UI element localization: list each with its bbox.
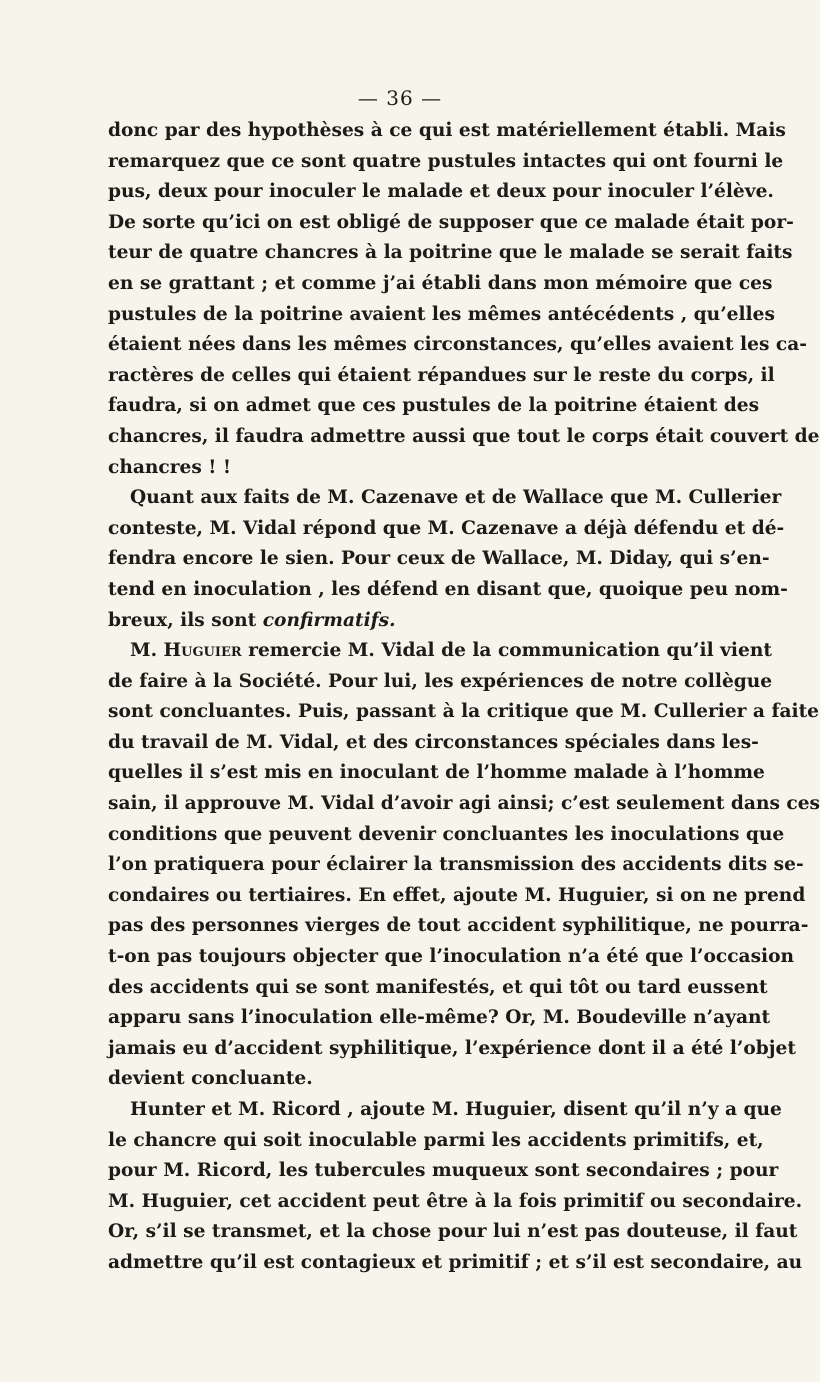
text-line [108, 514, 785, 545]
text-line-content: remarquez que ce sont quatre pustules intactes qui ont fourni le [108, 150, 784, 172]
text-line-content: faudra, si on admet que ces pustules de la poitrine étaient des [108, 395, 760, 417]
text-line [108, 1064, 736, 1095]
text-line-content: en se grattant ; et comme j’ai établi dans mon mémoire que ces [108, 272, 773, 294]
text-line [108, 238, 793, 269]
text-line [108, 1248, 803, 1279]
text-line [108, 850, 804, 881]
text-line [108, 820, 785, 851]
text-line-content: Hunter et M. Ricord , ajoute M. Huguier, disent qu’il n’y a que [130, 1099, 782, 1120]
text-line [108, 1034, 796, 1065]
text-line [108, 269, 773, 300]
text-line [108, 636, 772, 667]
text-line-content: Or, s’il se transmet, et la chose pour lui n’est pas douteuse, il faut [108, 1221, 798, 1243]
text-line [108, 1126, 764, 1157]
text-line-content: devient concluante. [108, 1068, 313, 1090]
text-line [108, 1003, 771, 1034]
text-line [108, 881, 806, 912]
text-line [108, 361, 775, 392]
text-line-content: pustules de la poitrine avaient les mêmes antécédents , qu’elles [108, 303, 775, 325]
speaker-name: Huguier [163, 640, 242, 662]
text-line-content: quelles il s’est mis en inoculant de l’homme malade à l’homme [108, 762, 765, 784]
text-line [108, 330, 807, 361]
text-line-content: condaires ou tertiaires. En effet, ajoute M. Huguier, si on ne prend [108, 884, 806, 906]
text-line [108, 1187, 803, 1218]
text-line-content: Quant aux faits de M. Cazenave et de Wallace que M. Cullerier [130, 487, 782, 509]
text-line-content: sont concluantes. Puis, passant à la critique que M. Cullerier a faite [108, 701, 819, 723]
text-line-content: sain, il approuve M. Vidal d’avoir agi ainsi; c’est seulement dans ces [108, 793, 820, 815]
text-line [108, 544, 770, 575]
text-line-content: jamais eu d’accident syphilitique, l’expérience dont il a été l’objet [108, 1037, 796, 1059]
text-line-content: De sorte qu’ici on est obligé de supposer que ce malade était por- [108, 211, 794, 233]
text-line [108, 575, 788, 606]
text-line-content: ractères de celles qui étaient répandues sur le reste du corps, il [108, 364, 775, 386]
page-number: — 36 — [357, 86, 443, 110]
text-line [108, 1156, 779, 1187]
text-line [108, 116, 786, 147]
text-line [108, 758, 765, 789]
text-line [108, 942, 795, 973]
text-line-content: du travail de M. Vidal, et des circonstances spéciales dans les- [108, 731, 759, 753]
italic-term: confirmatifs. [262, 609, 396, 631]
text-line-content: conteste, M. Vidal répond que M. Cazenave a déjà défendu et dé- [108, 517, 785, 539]
text-line-content: breux, ils sont [108, 609, 257, 631]
text-line-content: M. Huguier, cet accident peut être à la fois primitif ou secondaire. [108, 1190, 803, 1212]
text-line-content: apparu sans l’inoculation elle-même? Or, M. Boudeville n’ayant [108, 1007, 771, 1029]
text-line-content: fendra encore le sien. Pour ceux de Wallace, M. Diday, qui s’en- [108, 548, 770, 570]
text-line [108, 728, 759, 759]
text-line-content: chancres ! ! [108, 456, 232, 478]
text-line [108, 1095, 782, 1126]
text-line-content: pas des personnes vierges de tout accident syphilitique, ne pourra- [108, 915, 809, 937]
text-line-content: pour M. Ricord, les tubercules muqueux sont secondaires ; pour [108, 1160, 779, 1182]
text-line-content: l’on pratiquera pour éclairer la transmission des accidents dits se- [108, 854, 804, 876]
text-line-content: tend en inoculation , les défend en disant que, quoique peu nom- [108, 578, 788, 600]
text-line [108, 667, 773, 698]
text-line [108, 147, 784, 178]
text-line [108, 697, 819, 728]
text-line [108, 973, 768, 1004]
text-line-content: des accidents qui se sont manifestés, et qui tôt ou tard eussent [108, 976, 768, 998]
text-line [108, 483, 782, 514]
text-line [108, 208, 794, 239]
text-line-content: le chancre qui soit inoculable parmi les accidents primitifs, et, [108, 1129, 764, 1151]
text-line-content: M. [130, 640, 158, 662]
text-line [108, 177, 774, 208]
text-line [108, 911, 809, 942]
text-line [108, 1217, 798, 1248]
text-line [108, 453, 736, 484]
text-line-content: étaient nées dans les mêmes circonstances, qu’elles avaient les ca- [108, 334, 807, 356]
body-text [108, 116, 820, 1279]
text-line-tail: remercie M. Vidal de la communication qu’il vient [248, 640, 772, 662]
text-line-content: de faire à la Société. Pour lui, les expériences de notre collègue [108, 670, 773, 692]
text-line-content: t-on pas toujours objecter que l’inoculation n’a été que l’occasion [108, 946, 795, 968]
text-line [108, 606, 736, 637]
text-line-content: pus, deux pour inoculer le malade et deux pour inoculer l’élève. [108, 181, 774, 203]
text-line [108, 391, 760, 422]
text-line [108, 300, 775, 331]
text-line [108, 422, 820, 453]
text-line-content: donc par des hypothèses à ce qui est matériellement établi. Mais [108, 120, 786, 141]
text-line-content: teur de quatre chancres à la poitrine que le malade se serait faits [108, 242, 793, 264]
text-line-content: chancres, il faudra admettre aussi que tout le corps était couvert de [108, 425, 820, 447]
text-line [108, 789, 820, 820]
text-line-content: admettre qu’il est contagieux et primitif ; et s’il est secondaire, au [108, 1251, 803, 1273]
text-line-content: conditions que peuvent devenir concluantes les inoculations que [108, 823, 785, 845]
